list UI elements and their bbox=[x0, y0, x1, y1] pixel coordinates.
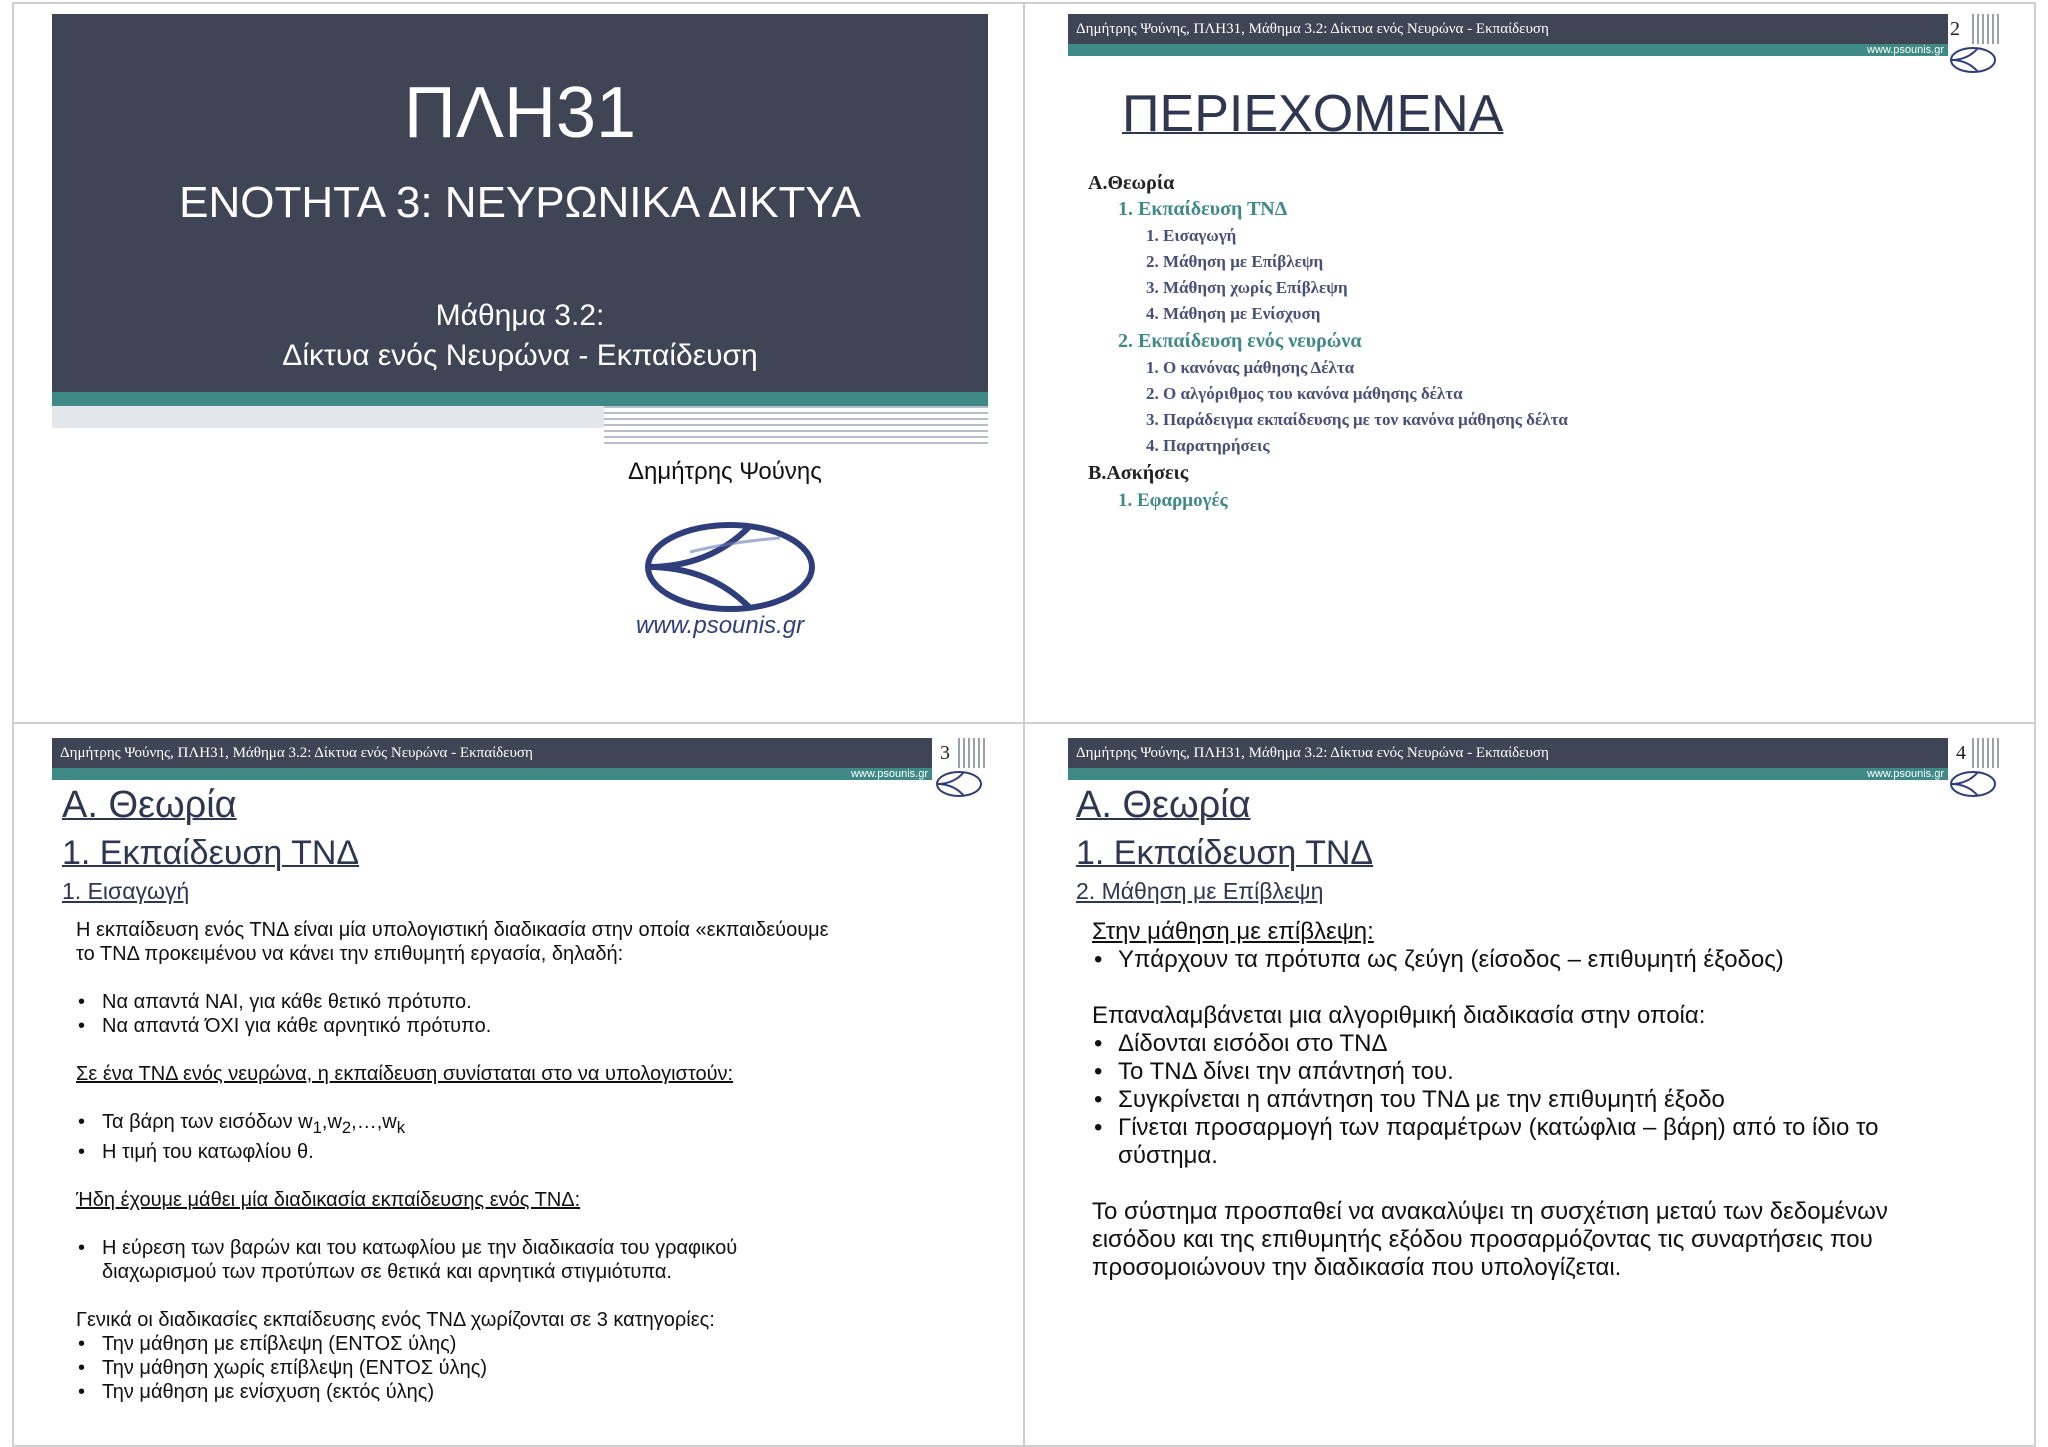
logo-website: www.psounis.gr bbox=[636, 612, 805, 639]
grid-border-right bbox=[2034, 2, 2036, 1447]
weights-text: Τα βάρη των εισόδων w bbox=[102, 1111, 313, 1133]
toc-subitem: 1. Εισαγωγή bbox=[1146, 226, 1237, 245]
categories-intro: Γενικά οι διαδικασίες εκπαίδευσης ενός ΤΝΔ χωρίζονται σε 3 κατηγορίες: bbox=[76, 1309, 715, 1331]
slide-4-logo-icon bbox=[1948, 768, 1998, 800]
intro-line: Η εκπαίδευση ενός ΤΝΔ είναι μία υπολογιστική διαδικασία στην οποία «εκπαιδεύουμε bbox=[76, 919, 829, 941]
toc-subitem: 3. Μάθηση χωρίς Επίβλεψη bbox=[1146, 278, 1348, 297]
underlined-statement: Στην μάθηση με επίβλεψη: bbox=[1092, 918, 1374, 945]
title-teal-strip bbox=[52, 392, 988, 406]
toc-subitem: 2. Μάθηση με Επίβλεψη bbox=[1146, 252, 1324, 271]
title-gray-strip bbox=[52, 406, 604, 428]
toc-item-a1: 1. Εκπαίδευση ΤΝΔ bbox=[1118, 198, 1288, 220]
bullet-item: • Το ΤΝΔ δίνει την απάντησή του. bbox=[1092, 1058, 1992, 1086]
lesson-line-1: Μάθημα 3.2: bbox=[435, 299, 605, 332]
weights-text: ,…,w bbox=[351, 1111, 397, 1133]
toc-subitem: 3. Παράδειγμα εκπαίδευσης με τον κανόνα μάθησης δέλτα bbox=[1146, 410, 1568, 429]
slide-4-header-website: www.psounis.gr bbox=[1068, 768, 1948, 780]
bullet-item: • Την μάθηση χωρίς επίβλεψη (ΕΝΤΟΣ ύλης) bbox=[76, 1356, 1006, 1380]
bullet-item-weights bbox=[76, 1110, 1006, 1140]
contents-title: ΠΕΡΙΕΧΟΜΕΝΑ bbox=[1122, 85, 1504, 143]
intro-line: το ΤΝΔ προκειμένου να κάνει την επιθυμητή εργασία, δηλαδή: bbox=[76, 943, 624, 965]
weights-sub: 2 bbox=[341, 1118, 352, 1137]
slide-3-heading: Α. Θεωρία bbox=[62, 784, 237, 826]
toc-subitem: 2. Ο αλγόριθμος του κανόνα μάθησης δέλτα bbox=[1146, 384, 1463, 403]
grid-divider-horizontal bbox=[12, 722, 2036, 724]
slide-4-section: 2. Μάθηση με Επίβλεψη bbox=[1076, 878, 1324, 904]
toc-item-a2: 2. Εκπαίδευση ενός νευρώνα bbox=[1118, 330, 1362, 352]
slide-3-number: 3 bbox=[940, 742, 950, 764]
bullet-item bbox=[1092, 1114, 1992, 1170]
toc-section-a: Α.Θεωρία bbox=[1088, 172, 1175, 194]
toc-subitem: 1. Ο κανόνας μάθησης Δέλτα bbox=[1146, 358, 1355, 377]
bullet-line: • Γίνεται προσαρμογή των παραμέτρων (κατώφλια – βάρη) από το ίδιο το bbox=[1118, 1114, 1879, 1141]
underlined-statement: Σε ένα ΤΝΔ ενός νευρώνα, η εκπαίδευση συνίσταται στο να υπολογιστούν: bbox=[76, 1063, 734, 1085]
slide-3-header-stripes bbox=[958, 738, 986, 768]
bullet-item: • Συγκρίνεται η απάντηση του ΤΝΔ με την επιθυμητή έξοδο bbox=[1092, 1086, 1992, 1114]
toc-section-b: Β.Ασκήσεις bbox=[1088, 462, 1189, 484]
bullet-line: διαχωρισμού των προτύπων σε θετικά και αρνητικά στιγμιότυπα. bbox=[102, 1261, 672, 1283]
slide-3-header: Δημήτρης Ψούνης, ΠΛΗ31, Μάθημα 3.2: Δίκτυα ενός Νευρώνα - Εκπαίδευση bbox=[52, 738, 932, 768]
slide-1-title bbox=[0, 0, 1022, 722]
bullet-line: σύστημα. bbox=[1118, 1142, 1218, 1169]
paragraph-line: προσομοιώνουν την διαδικασία που υπολογίζεται. bbox=[1092, 1254, 1622, 1281]
bullet-item: • Την μάθηση με επίβλεψη (ΕΝΤΟΣ ύλης) bbox=[76, 1332, 1006, 1356]
unit-title: ΕΝΟΤΗΤΑ 3: ΝΕΥΡΩΝΙΚΑ ΔΙΚΤΥΑ bbox=[179, 178, 861, 227]
bullet-line: • Η εύρεση των βαρών και του κατωφλίου με την διαδικασία του γραφικού bbox=[102, 1237, 738, 1259]
slide-4-number: 4 bbox=[1956, 742, 1966, 764]
slide-3-logo-icon bbox=[934, 768, 984, 800]
course-title: ΠΛΗ31 bbox=[403, 73, 637, 153]
underlined-statement: Ήδη έχουμε μάθει μία διαδικασία εκπαίδευσης ενός ΤΝΔ: bbox=[76, 1189, 581, 1211]
slide-4-header-stripes bbox=[1972, 738, 2000, 768]
paragraph: Επαναλαμβάνεται μια αλγοριθμική διαδικασία στην οποία: bbox=[1092, 1002, 1706, 1029]
slide-3-header-website: www.psounis.gr bbox=[52, 768, 932, 780]
slide-4-body bbox=[1092, 918, 1992, 1282]
title-stripe-decoration bbox=[604, 406, 988, 444]
author-name: Δημήτρης Ψούνης bbox=[628, 458, 822, 485]
slide-2-header: Δημήτρης Ψούνης, ΠΛΗ31, Μάθημα 3.2: Δίκτυα ενός Νευρώνα - Εκπαίδευση bbox=[1068, 14, 1948, 44]
slide-3-section: 1. Εισαγωγή bbox=[62, 878, 190, 904]
slide-2-logo-icon bbox=[1948, 44, 1998, 76]
title-banner bbox=[52, 14, 988, 392]
slide-3-body bbox=[76, 918, 1006, 1404]
bullet-item: • Δίδονται εισόδοι στο ΤΝΔ bbox=[1092, 1030, 1992, 1058]
weights-text: ,w bbox=[321, 1111, 342, 1133]
slide-3-subheading: 1. Εκπαίδευση ΤΝΔ bbox=[62, 834, 360, 872]
slide-2-header-stripes bbox=[1972, 14, 2000, 44]
weights-sub: k bbox=[396, 1118, 406, 1137]
slide-4-heading: Α. Θεωρία bbox=[1076, 784, 1251, 826]
bullet-item: • Να απαντά ΝΑΙ, για κάθε θετικό πρότυπο. bbox=[76, 990, 1006, 1014]
bullet-item: • Υπάρχουν τα πρότυπα ως ζεύγη (είσοδος – επιθυμητή έξοδος) bbox=[1092, 946, 1992, 974]
slide-2-header-website: www.psounis.gr bbox=[1068, 44, 1948, 56]
paragraph-line: Το σύστημα προσπαθεί να ανακαλύψει τη συσχέτιση μεταύ των δεδομένων bbox=[1092, 1198, 1888, 1225]
toc-subitem: 4. Παρατηρήσεις bbox=[1146, 436, 1270, 455]
bullet-item: • Την μάθηση με ενίσχυση (εκτός ύλης) bbox=[76, 1380, 1006, 1404]
table-of-contents bbox=[1088, 170, 1988, 530]
grid-divider-vertical bbox=[1023, 2, 1025, 1447]
toc-subitem: 4. Μάθηση με Ενίσχυση bbox=[1146, 304, 1321, 323]
weights-sub: 1 bbox=[312, 1118, 322, 1137]
bullet-item: • Να απαντά ΌΧΙ για κάθε αρνητικό πρότυπο. bbox=[76, 1014, 1006, 1038]
bullet-item bbox=[76, 1236, 1006, 1284]
lesson-line-2: Δίκτυα ενός Νευρώνα - Εκπαίδευση bbox=[282, 339, 758, 372]
slide-4-subheading: 1. Εκπαίδευση ΤΝΔ bbox=[1076, 834, 1374, 872]
slide-2-number: 2 bbox=[1950, 18, 1960, 40]
paragraph-line: εισόδου και της επιθυμητής εξόδου προσαρμόζοντας τις συναρτήσεις που bbox=[1092, 1226, 1873, 1253]
toc-item-b1: 1. Εφαρμογές bbox=[1118, 490, 1228, 511]
bullet-item: • Η τιμή του κατωφλίου θ. bbox=[76, 1140, 1006, 1164]
lesson-title bbox=[52, 296, 988, 376]
slide-4-header: Δημήτρης Ψούνης, ΠΛΗ31, Μάθημα 3.2: Δίκτυα ενός Νευρώνα - Εκπαίδευση bbox=[1068, 738, 1948, 768]
